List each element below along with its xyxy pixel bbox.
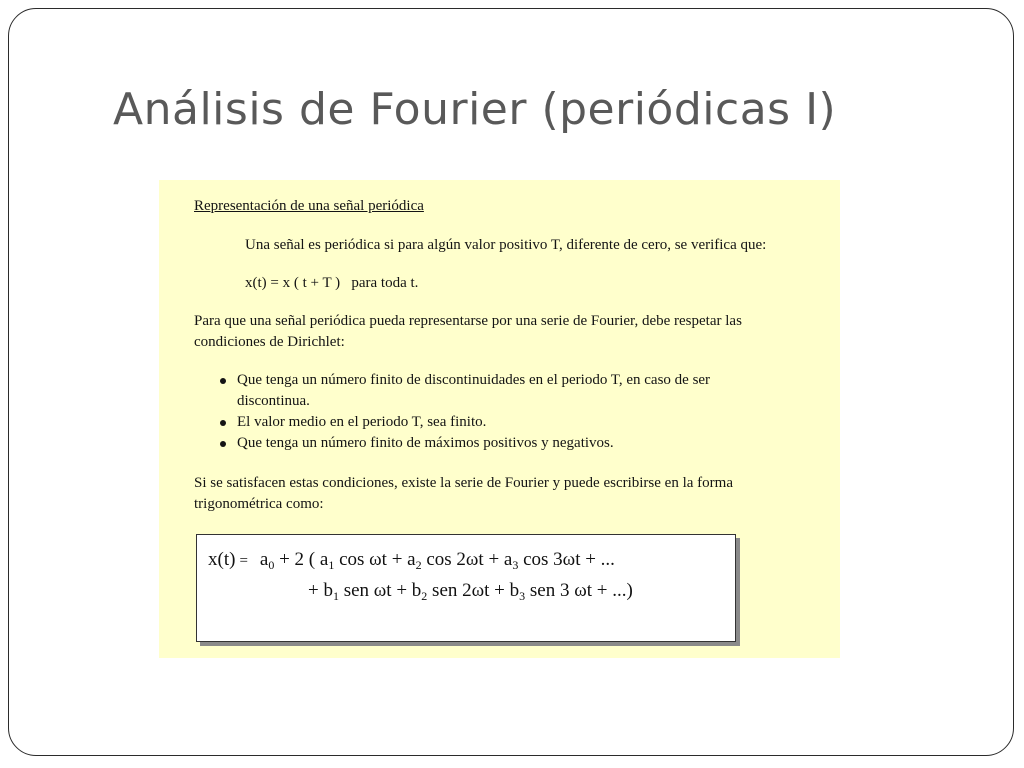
formula-subscript: 3 — [519, 589, 526, 603]
section-heading: Representación de una señal periódica — [194, 198, 424, 214]
formula-term: sen 3 ωt + ...) — [525, 580, 633, 601]
formula-term: + 2 ( a — [274, 549, 329, 570]
formula-subscript: 3 — [512, 558, 519, 572]
formula-term: cos 3ωt + ... — [518, 549, 615, 570]
condition-text: Que tenga un número finito de discontinuidades en el periodo T, en caso de ser — [237, 372, 711, 388]
condition-item — [217, 433, 710, 454]
formula-term: a — [259, 549, 269, 570]
formula-line-1 — [208, 549, 615, 571]
conclusion-line-1: Si se satisfacen estas condiciones, existe la serie de Fourier y puede escribirse en la forma — [194, 475, 733, 491]
formula-term: sen 2ωt + b — [427, 580, 520, 601]
condition-item — [217, 412, 710, 433]
dirichlet-intro-line-2: condiciones de Dirichlet: — [194, 334, 345, 350]
condition-text-continued: discontinua. — [237, 393, 310, 409]
content-panel — [159, 180, 840, 658]
formula-equals: = — [239, 553, 248, 569]
condition-text: Que tenga un número finito de máximos positivos y negativos. — [237, 435, 614, 451]
formula-term: sen ωt + b — [338, 580, 422, 601]
fourier-series-formula-box — [196, 534, 736, 642]
formula-subscript: 1 — [328, 558, 335, 572]
formula-subscript: 2 — [421, 589, 428, 603]
dirichlet-conditions-list — [217, 370, 710, 454]
conclusion-line-2: trigonométrica como: — [194, 496, 324, 512]
formula-line-2 — [308, 580, 633, 602]
formula-subscript: 2 — [415, 558, 422, 572]
condition-item — [217, 370, 710, 412]
formula-subscript: 1 — [332, 589, 339, 603]
formula-subscript: 0 — [268, 558, 275, 572]
periodicity-formula: x(t) = x ( t + T ) para toda t. — [245, 275, 419, 291]
formula-lhs: x(t) — [208, 549, 236, 570]
periodicity-definition: Una señal es periódica si para algún valor positivo T, diferente de cero, se verifica que: — [245, 237, 767, 253]
formula-term: + b — [308, 580, 333, 601]
formula-term: cos 2ωt + a — [421, 549, 513, 570]
slide-title: Análisis de Fourier (periódicas I) — [113, 84, 837, 135]
dirichlet-intro-line-1: Para que una señal periódica pueda representarse por una serie de Fourier, debe respetar las — [194, 313, 742, 329]
formula-term: cos ωt + a — [334, 549, 416, 570]
condition-text: El valor medio en el periodo T, sea finito. — [237, 414, 487, 430]
